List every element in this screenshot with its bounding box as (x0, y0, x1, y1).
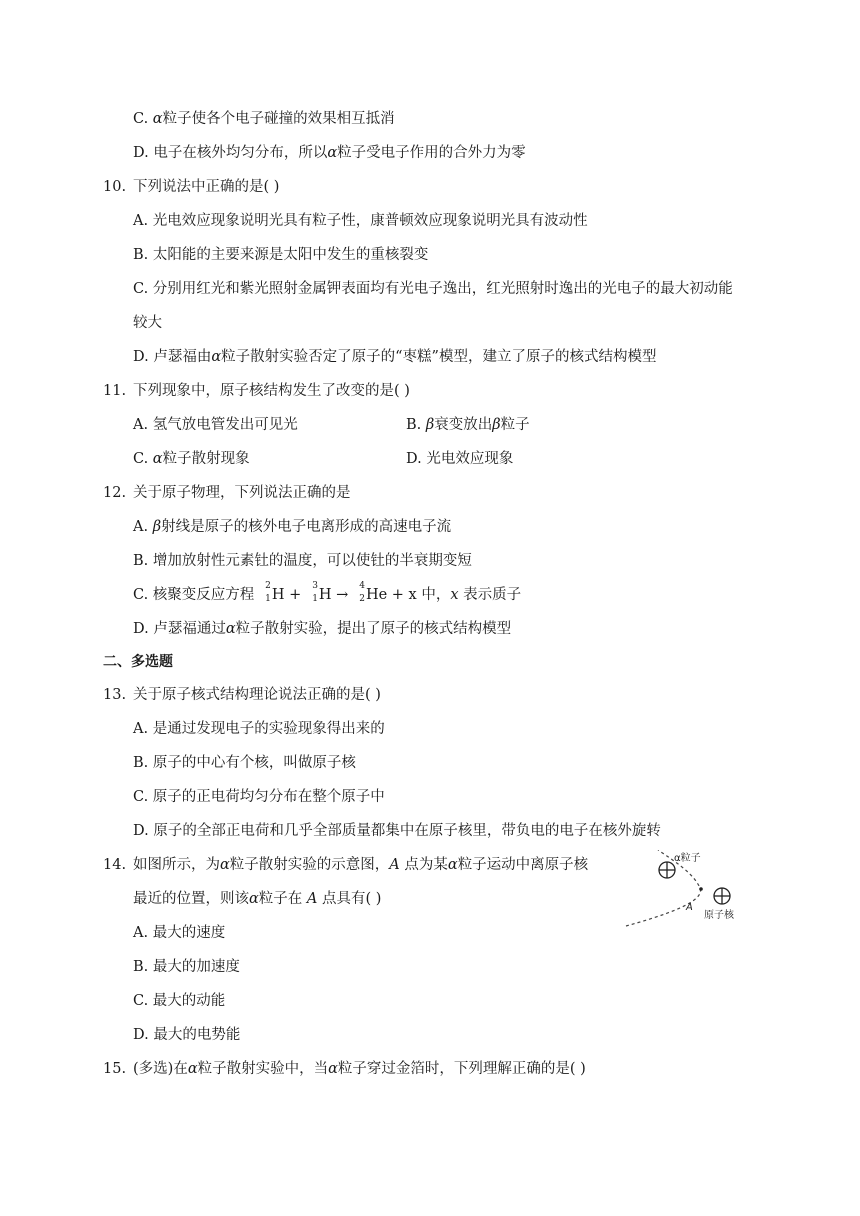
q14-option-b: B. 最大的加速度 (133, 959, 240, 975)
alpha-scattering-diagram (622, 848, 752, 930)
q14-stem-line2: 最近的位置，则该α粒子在 A 点具有( ) (133, 891, 382, 907)
he4-isotope-indices: 4 2 (359, 581, 365, 604)
q10-option-c-cont: 较大 (133, 315, 162, 331)
q11-option-a: A. 氢气放电管发出可见光 (133, 417, 298, 433)
q10-option-c: C. 分别用红光和紫光照射金属钾表面均有光电子逸出，红光照射时逸出的光电子的最大初动能 (133, 281, 733, 297)
q10-stem: 下列说法中正确的是( ) (133, 179, 280, 195)
q12-number: 12. (103, 485, 127, 501)
q14-option-a: A. 最大的速度 (133, 925, 226, 941)
q12-stem: 关于原子物理，下列说法正确的是 (133, 485, 351, 501)
q11-option-b: B. β衰变放出β粒子 (406, 417, 530, 433)
alpha-particle-label: α粒子 (674, 853, 701, 864)
q9-option-d: D. 电子在核外均匀分布，所以α粒子受电子作用的合外力为零 (133, 145, 526, 161)
q13-option-b: B. 原子的中心有个核，叫做原子核 (133, 755, 356, 771)
q12-option-a: A. β射线是原子的核外电子电离形成的高速电子流 (133, 519, 452, 535)
q10-option-b: B. 太阳能的主要来源是太阳中发生的重核裂变 (133, 247, 429, 263)
q14-stem-line1: 如图所示，为α粒子散射实验的示意图，A 点为某α粒子运动中离原子核 (133, 857, 589, 873)
alpha-particle-icon (659, 862, 675, 878)
q13-option-c: C. 原子的正电荷均匀分布在整个原子中 (133, 789, 385, 805)
h3-isotope-indices: 3 1 (312, 581, 318, 604)
h2-isotope-indices: 2 1 (265, 581, 271, 604)
q10-option-d: D. 卢瑟福由α粒子散射实验否定了原子的“枣糕”模型，建立了原子的核式结构模型 (133, 349, 657, 365)
q13-stem: 关于原子核式结构理论说法正确的是( ) (133, 687, 381, 703)
q12-option-d: D. 卢瑟福通过α粒子散射实验，提出了原子的核式结构模型 (133, 621, 512, 637)
q13-option-d: D. 原子的全部正电荷和几乎全部质量都集中在原子核里，带负电的电子在核外旋转 (133, 823, 661, 839)
q11-stem: 下列现象中，原子核结构发生了改变的是( ) (133, 383, 410, 399)
point-a-label: A (686, 902, 693, 913)
q10-number: 10. (103, 179, 127, 195)
point-a-marker (699, 887, 703, 891)
q14-option-c: C. 最大的动能 (133, 993, 226, 1009)
nucleus-label: 原子核 (704, 910, 734, 921)
q13-option-a: A. 是通过发现电子的实验现象得出来的 (133, 721, 385, 737)
q9-option-c: C. α粒子使各个电子碰撞的效果相互抵消 (133, 111, 395, 127)
q11-option-d: D. 光电效应现象 (406, 451, 514, 467)
nucleus-icon (714, 888, 730, 904)
section-heading-multiple-choice: 二、多选题 (103, 654, 173, 670)
q15-stem: (多选)在α粒子散射实验中，当α粒子穿过金箔时，下列理解正确的是( ) (133, 1061, 586, 1077)
q11-option-c: C. α粒子散射现象 (133, 451, 250, 467)
q14-number: 14. (103, 857, 127, 873)
q14-option-d: D. 最大的电势能 (133, 1027, 241, 1043)
q12-option-c: C. 核聚变反应方程 2 1 H + 3 1 H → 4 2 He + x 中，x 表示质子 (133, 581, 522, 604)
q12-option-b: B. 增加放射性元素钍的温度，可以使钍的半衰期变短 (133, 553, 472, 569)
q13-number: 13. (103, 687, 127, 703)
q11-number: 11. (103, 383, 127, 399)
q15-number: 15. (103, 1061, 127, 1077)
q10-option-a: A. 光电效应现象说明光具有粒子性，康普顿效应现象说明光具有波动性 (133, 213, 588, 229)
